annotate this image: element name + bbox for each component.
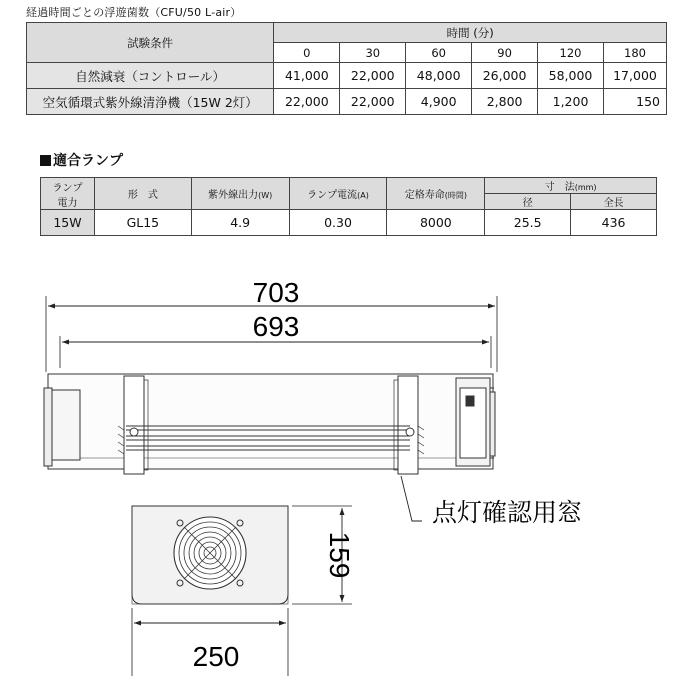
- condition-header: 試験条件: [27, 23, 274, 63]
- table-cell: 150: [603, 89, 666, 115]
- lamp-section-label: 適合ランプ: [53, 153, 123, 169]
- dimensions-label: 寸 法: [544, 182, 575, 193]
- power-cell: 15W: [41, 210, 95, 236]
- window-leader: [401, 476, 582, 527]
- uv-output-label: 紫外線出力: [208, 190, 259, 201]
- model-header: 形 式: [94, 178, 191, 210]
- diameter-header: 径: [485, 194, 571, 210]
- uv-output-cell: 4.9: [191, 210, 289, 236]
- table-cell: 22,000: [340, 63, 406, 89]
- life-cell: 8000: [387, 210, 485, 236]
- table-cell: 2,800: [472, 89, 538, 115]
- row-label-control: 自然減衰（コントロール）: [27, 63, 274, 89]
- uv-output-unit: (W): [258, 191, 273, 200]
- life-unit: (時間): [444, 191, 467, 200]
- dimensions-unit: (mm): [574, 183, 597, 192]
- time-col-120: 120: [538, 43, 604, 63]
- table-cell: 17,000: [603, 63, 666, 89]
- time-col-60: 60: [406, 43, 472, 63]
- time-col-90: 90: [472, 43, 538, 63]
- table-cell: 58,000: [538, 63, 604, 89]
- length-cell: 436: [571, 210, 657, 236]
- time-col-30: 30: [340, 43, 406, 63]
- end-height-dimension: [292, 506, 355, 604]
- table-cell: 4,900: [406, 89, 472, 115]
- table-cell: 22,000: [274, 89, 340, 115]
- time-col-180: 180: [603, 43, 666, 63]
- table-cell: 41,000: [274, 63, 340, 89]
- unit-end-view: [132, 506, 288, 604]
- table-caption: 経過時間ごとの浮遊菌数（CFU/50 L-air）: [26, 6, 242, 19]
- time-header: 時間 (分): [274, 23, 667, 43]
- body-width-dimension: [60, 311, 491, 368]
- window-label: 点灯確認用窓: [432, 498, 583, 527]
- current-label: ランプ電流: [307, 190, 358, 201]
- time-col-0: 0: [274, 43, 340, 63]
- table-cell: 1,200: [538, 89, 604, 115]
- table-cell: 48,000: [406, 63, 472, 89]
- model-cell: GL15: [94, 210, 191, 236]
- end-height-label: 159: [324, 531, 355, 579]
- table-cell: 22,000: [340, 89, 406, 115]
- power-header-line1: ランプ: [52, 182, 83, 194]
- end-width-label: 250: [192, 641, 240, 672]
- table-cell: 26,000: [472, 63, 538, 89]
- diameter-cell: 25.5: [485, 210, 571, 236]
- current-cell: 0.30: [289, 210, 387, 236]
- length-header: 全長: [571, 194, 657, 210]
- current-unit: (A): [357, 191, 369, 200]
- overall-width-label: 703: [252, 277, 300, 308]
- power-header-line2: 電力: [57, 197, 78, 209]
- unit-front-view: [44, 374, 495, 474]
- end-width-dimension: [132, 608, 288, 676]
- life-label: 定格寿命: [404, 190, 445, 201]
- row-label-purifier: 空気循環式紫外線清浄機（15W 2灯）: [27, 89, 274, 115]
- body-width-label: 693: [252, 311, 300, 342]
